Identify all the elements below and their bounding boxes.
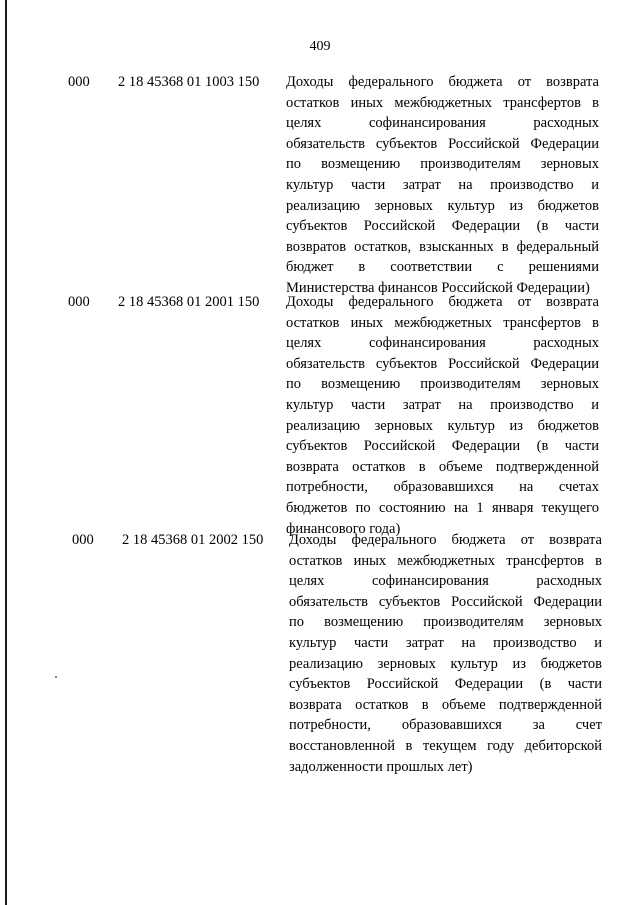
description-line: задолженности прошлых лет) [289,758,473,775]
budget-classification-code: 2 18 45368 01 1003 150 [118,74,260,90]
description-line: культур части затрат на производство и [286,396,599,413]
description-line: обязательств субъектов Российской Федерации [286,135,599,152]
income-description [289,530,602,777]
description-line: восстановленной в текущем году дебиторской [289,737,602,754]
description-line: потребности, образовавшихся за счет [289,717,602,734]
description-line: по возмещению производителям зерновых [286,376,599,393]
description-line: реализацию зерновых культур из бюджетов [286,417,599,434]
budget-classification-code: 2 18 45368 01 2002 150 [122,532,264,548]
description-line: бюджет в соответствии с решениями [286,259,599,276]
description-line: целях софинансирования расходных [286,335,599,352]
page-number: 409 [309,39,331,54]
description-line: обязательств субъектов Российской Федерации [289,593,602,610]
description-line: субъектов Российской Федерации (в части [286,438,599,455]
description-line: Доходы федерального бюджета от возврата [289,532,602,548]
budget-classification-code: 2 18 45368 01 2001 150 [118,294,260,310]
description-line: целях софинансирования расходных [286,115,599,132]
description-line: возвратов остатков, взысканных в федеральный [286,238,599,255]
description-line: реализацию зерновых культур из бюджетов [286,197,599,214]
description-line: по возмещению производителям зерновых [286,156,599,173]
description-line: остатков иных межбюджетных трансфертов в [286,314,599,331]
description-line: обязательств субъектов Российской Федерации [286,355,599,372]
scan-edge-left [5,0,7,905]
income-description [286,292,599,539]
description-line: Министерства финансов Российской Федерации) [286,279,590,296]
description-line: субъектов Российской Федерации (в части [286,218,599,235]
income-description [286,72,599,299]
description-line: остатков иных межбюджетных трансфертов в [289,552,602,569]
description-line: субъектов Российской Федерации (в части [289,676,602,693]
description-line: Доходы федерального бюджета от возврата [286,294,599,310]
description-line: целях софинансирования расходных [289,573,602,590]
description-line: культур части затрат на производство и [289,634,602,651]
admin-code: 000 [68,294,90,310]
description-line: возврата остатков в объеме подтвержденной [289,696,602,713]
description-line: возврата остатков в объеме подтвержденной [286,458,599,475]
description-line: остатков иных межбюджетных трансфертов в [286,94,599,111]
description-line: финансового года) [286,520,401,537]
admin-code: 000 [72,532,94,548]
description-line: бюджетов по состоянию на 1 января текущего [286,499,599,516]
description-line: потребности, образовавшихся на счетах [286,479,599,496]
description-line: реализацию зерновых культур из бюджетов [289,655,602,672]
description-line: по возмещению производителям зерновых [289,614,602,631]
description-line: культур части затрат на производство и [286,176,599,193]
description-line: Доходы федерального бюджета от возврата [286,74,599,90]
admin-code: 000 [68,74,90,90]
scan-speck [55,676,57,678]
